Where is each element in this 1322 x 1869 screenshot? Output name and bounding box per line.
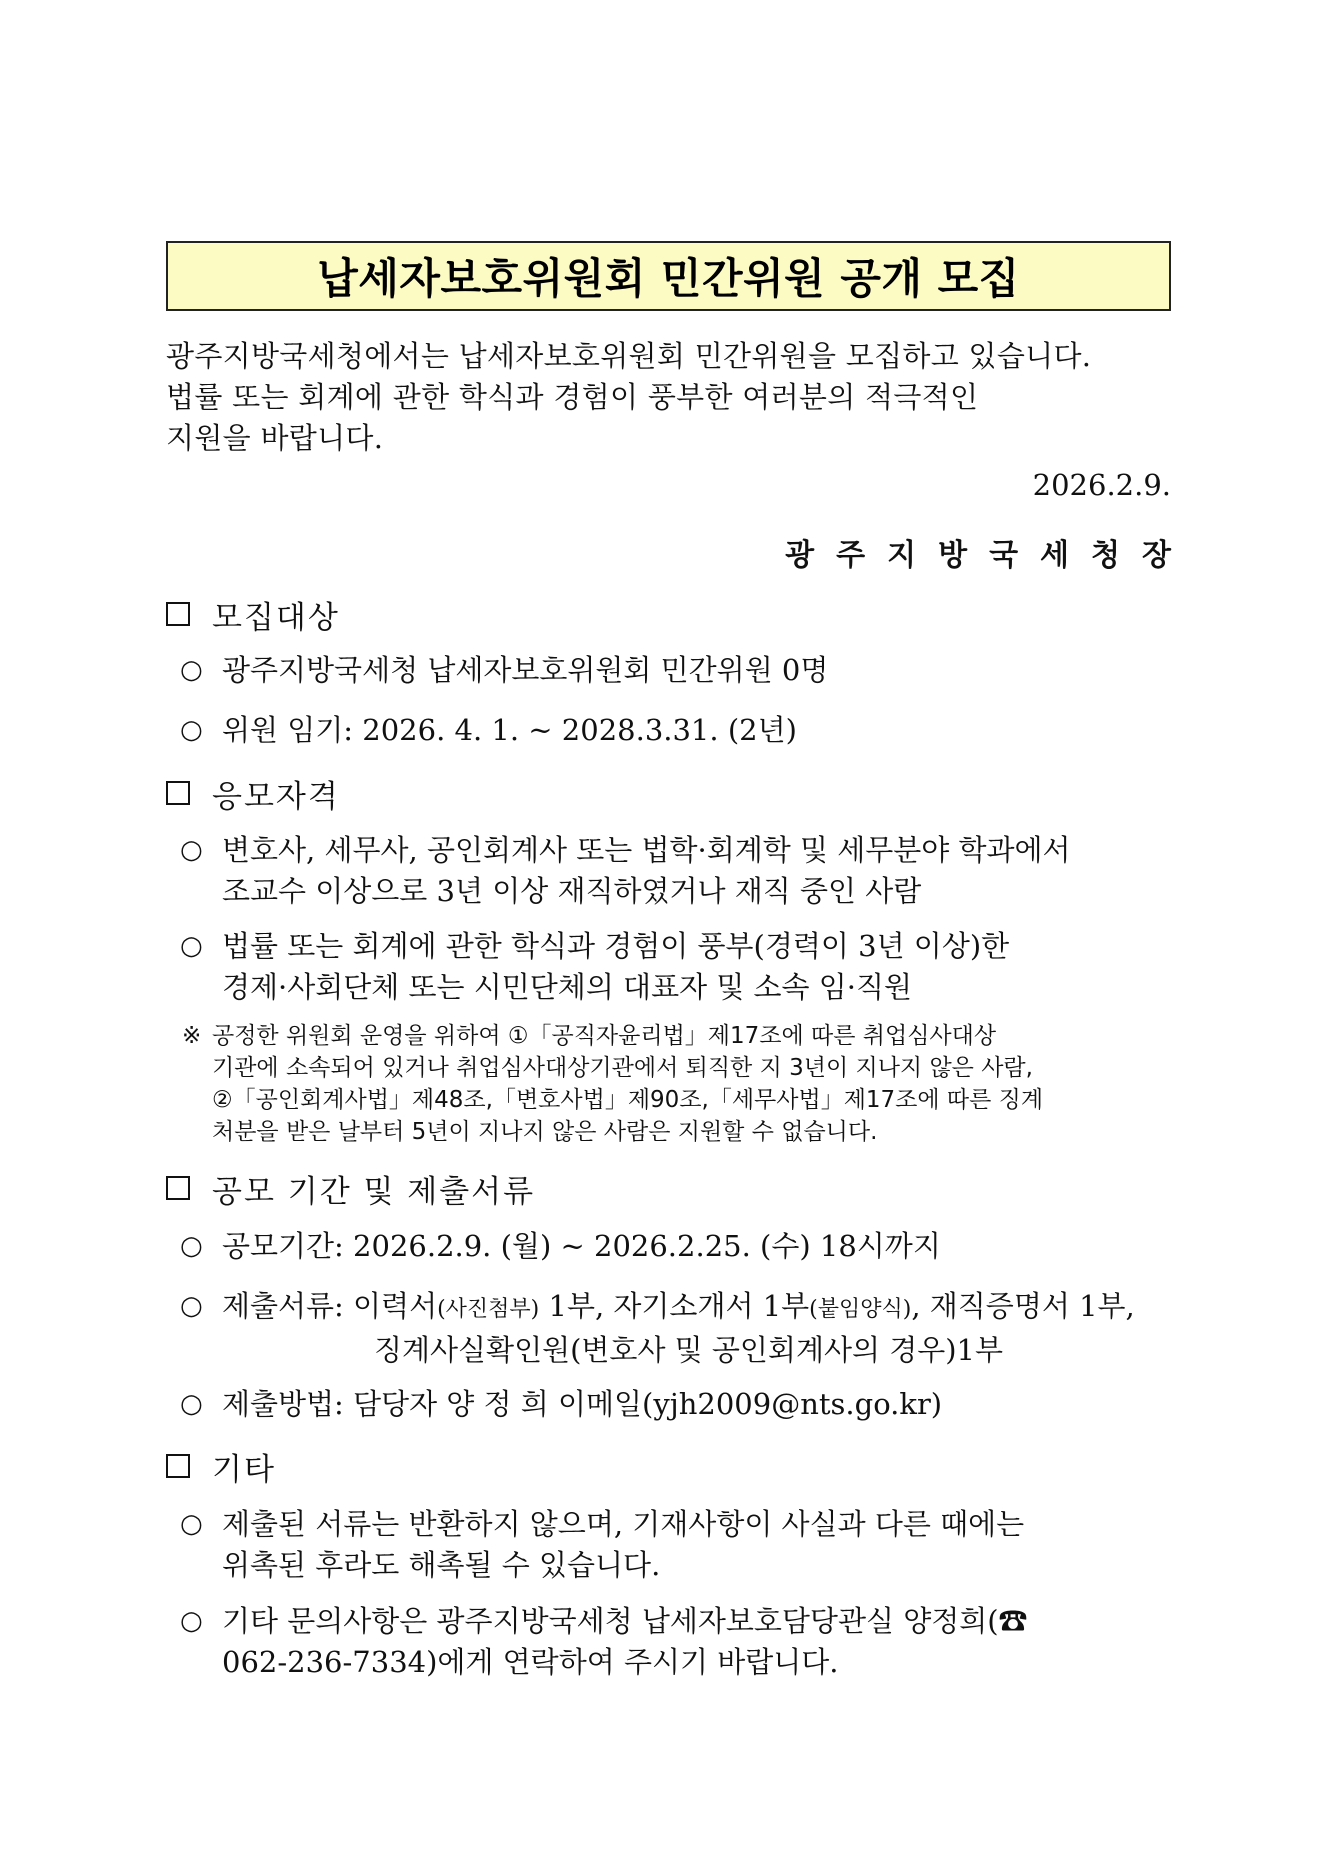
checkbox-square-icon	[166, 781, 190, 805]
section-period	[166, 1168, 1171, 1208]
intro-line: 지원을 바랍니다.	[166, 421, 384, 455]
section-title: 기타	[212, 1451, 276, 1488]
reference-mark-icon: ※	[182, 1023, 202, 1049]
list-item: ○ 기타 문의사항은 광주지방국세청 납세자보호담당관실 양정희(☎ 062-236-7334)에게 연락하여 주시기 바랍니다.	[180, 1601, 1171, 1683]
intro-paragraph	[166, 336, 1171, 459]
intro-line: 광주지방국세청에서는 납세자보호위원회 민간위원을 모집하고 있습니다.	[166, 339, 1092, 373]
list-item: ○ 공모기간: 2026.2.9. (월) ~ 2026.2.25. (수) 18시까지	[180, 1226, 1171, 1267]
checkbox-square-icon	[166, 1454, 190, 1478]
intro-line: 법률 또는 회계에 관한 학식과 경험이 풍부한 여러분의 적극적인	[166, 380, 979, 414]
list-item: ○ 제출방법: 담당자 양 정 희 이메일(yjh2009@nts.go.kr)	[180, 1384, 1171, 1425]
circle-bullet-icon: ○	[180, 1606, 203, 1636]
checkbox-square-icon	[166, 1176, 190, 1200]
title-banner	[166, 241, 1171, 311]
notice-date: 2026.2.9.	[1032, 468, 1171, 502]
section-title: 응모자격	[212, 778, 340, 815]
circle-bullet-icon: ○	[180, 1231, 203, 1261]
list-item: ○ 법률 또는 회계에 관한 학식과 경험이 풍부(경력이 3년 이상)한 경제·사회단체 또는 시민단체의 대표자 및 소속 임·직원	[180, 926, 1171, 1008]
section-title: 모집대상	[212, 599, 340, 636]
list-item: ○ 위원 임기: 2026. 4. 1. ~ 2028.3.31. (2년)	[180, 710, 1171, 751]
list-item: ○ 제출서류: 이력서(사진첨부) 1부, 자기소개서 1부(붙임양식), 재직증명서 1부, 징계사실확인원(변호사 및 공인회계사의 경우)1부	[180, 1286, 1171, 1371]
section-title: 공모 기간 및 제출서류	[212, 1173, 536, 1210]
circle-bullet-icon: ○	[180, 1509, 203, 1539]
notice-note: ※ 공정한 위원회 운영을 위하여 ①「공직자윤리법」제17조에 따른 취업심사대상 기관에 소속되어 있거나 취업심사대상기관에서 퇴직한 지 3년이 지나지 않은 사람, ②「공인회계사법」제48조,「변호사법」제90조,「세무사법」제17조에 따른 징계 처분을 받은 날부터 5년이 지나지 않은 사람은 지원할 수 없습니다.	[182, 1020, 1171, 1148]
section-etc	[166, 1446, 1171, 1486]
list-item: ○ 제출된 서류는 반환하지 않으며, 기재사항이 사실과 다른 때에는 위촉된 후라도 해촉될 수 있습니다.	[180, 1504, 1171, 1586]
page-title: 납세자보호위원회 민간위원 공개 모집	[317, 254, 1020, 303]
list-item: ○ 변호사, 세무사, 공인회계사 또는 법학·회계학 및 세무분야 학과에서 조교수 이상으로 3년 이상 재직하였거나 재직 중인 사람	[180, 830, 1171, 912]
section-recruit	[166, 594, 1171, 634]
circle-bullet-icon: ○	[180, 931, 203, 961]
circle-bullet-icon: ○	[180, 655, 203, 685]
circle-bullet-icon: ○	[180, 1291, 203, 1321]
circle-bullet-icon: ○	[180, 835, 203, 865]
signer: 광주지방국세청장	[785, 538, 1193, 573]
list-item: ○ 광주지방국세청 납세자보호위원회 민간위원 0명	[180, 650, 1171, 691]
circle-bullet-icon: ○	[180, 1389, 203, 1419]
section-qualification	[166, 773, 1171, 813]
circle-bullet-icon: ○	[180, 715, 203, 745]
checkbox-square-icon	[166, 602, 190, 626]
